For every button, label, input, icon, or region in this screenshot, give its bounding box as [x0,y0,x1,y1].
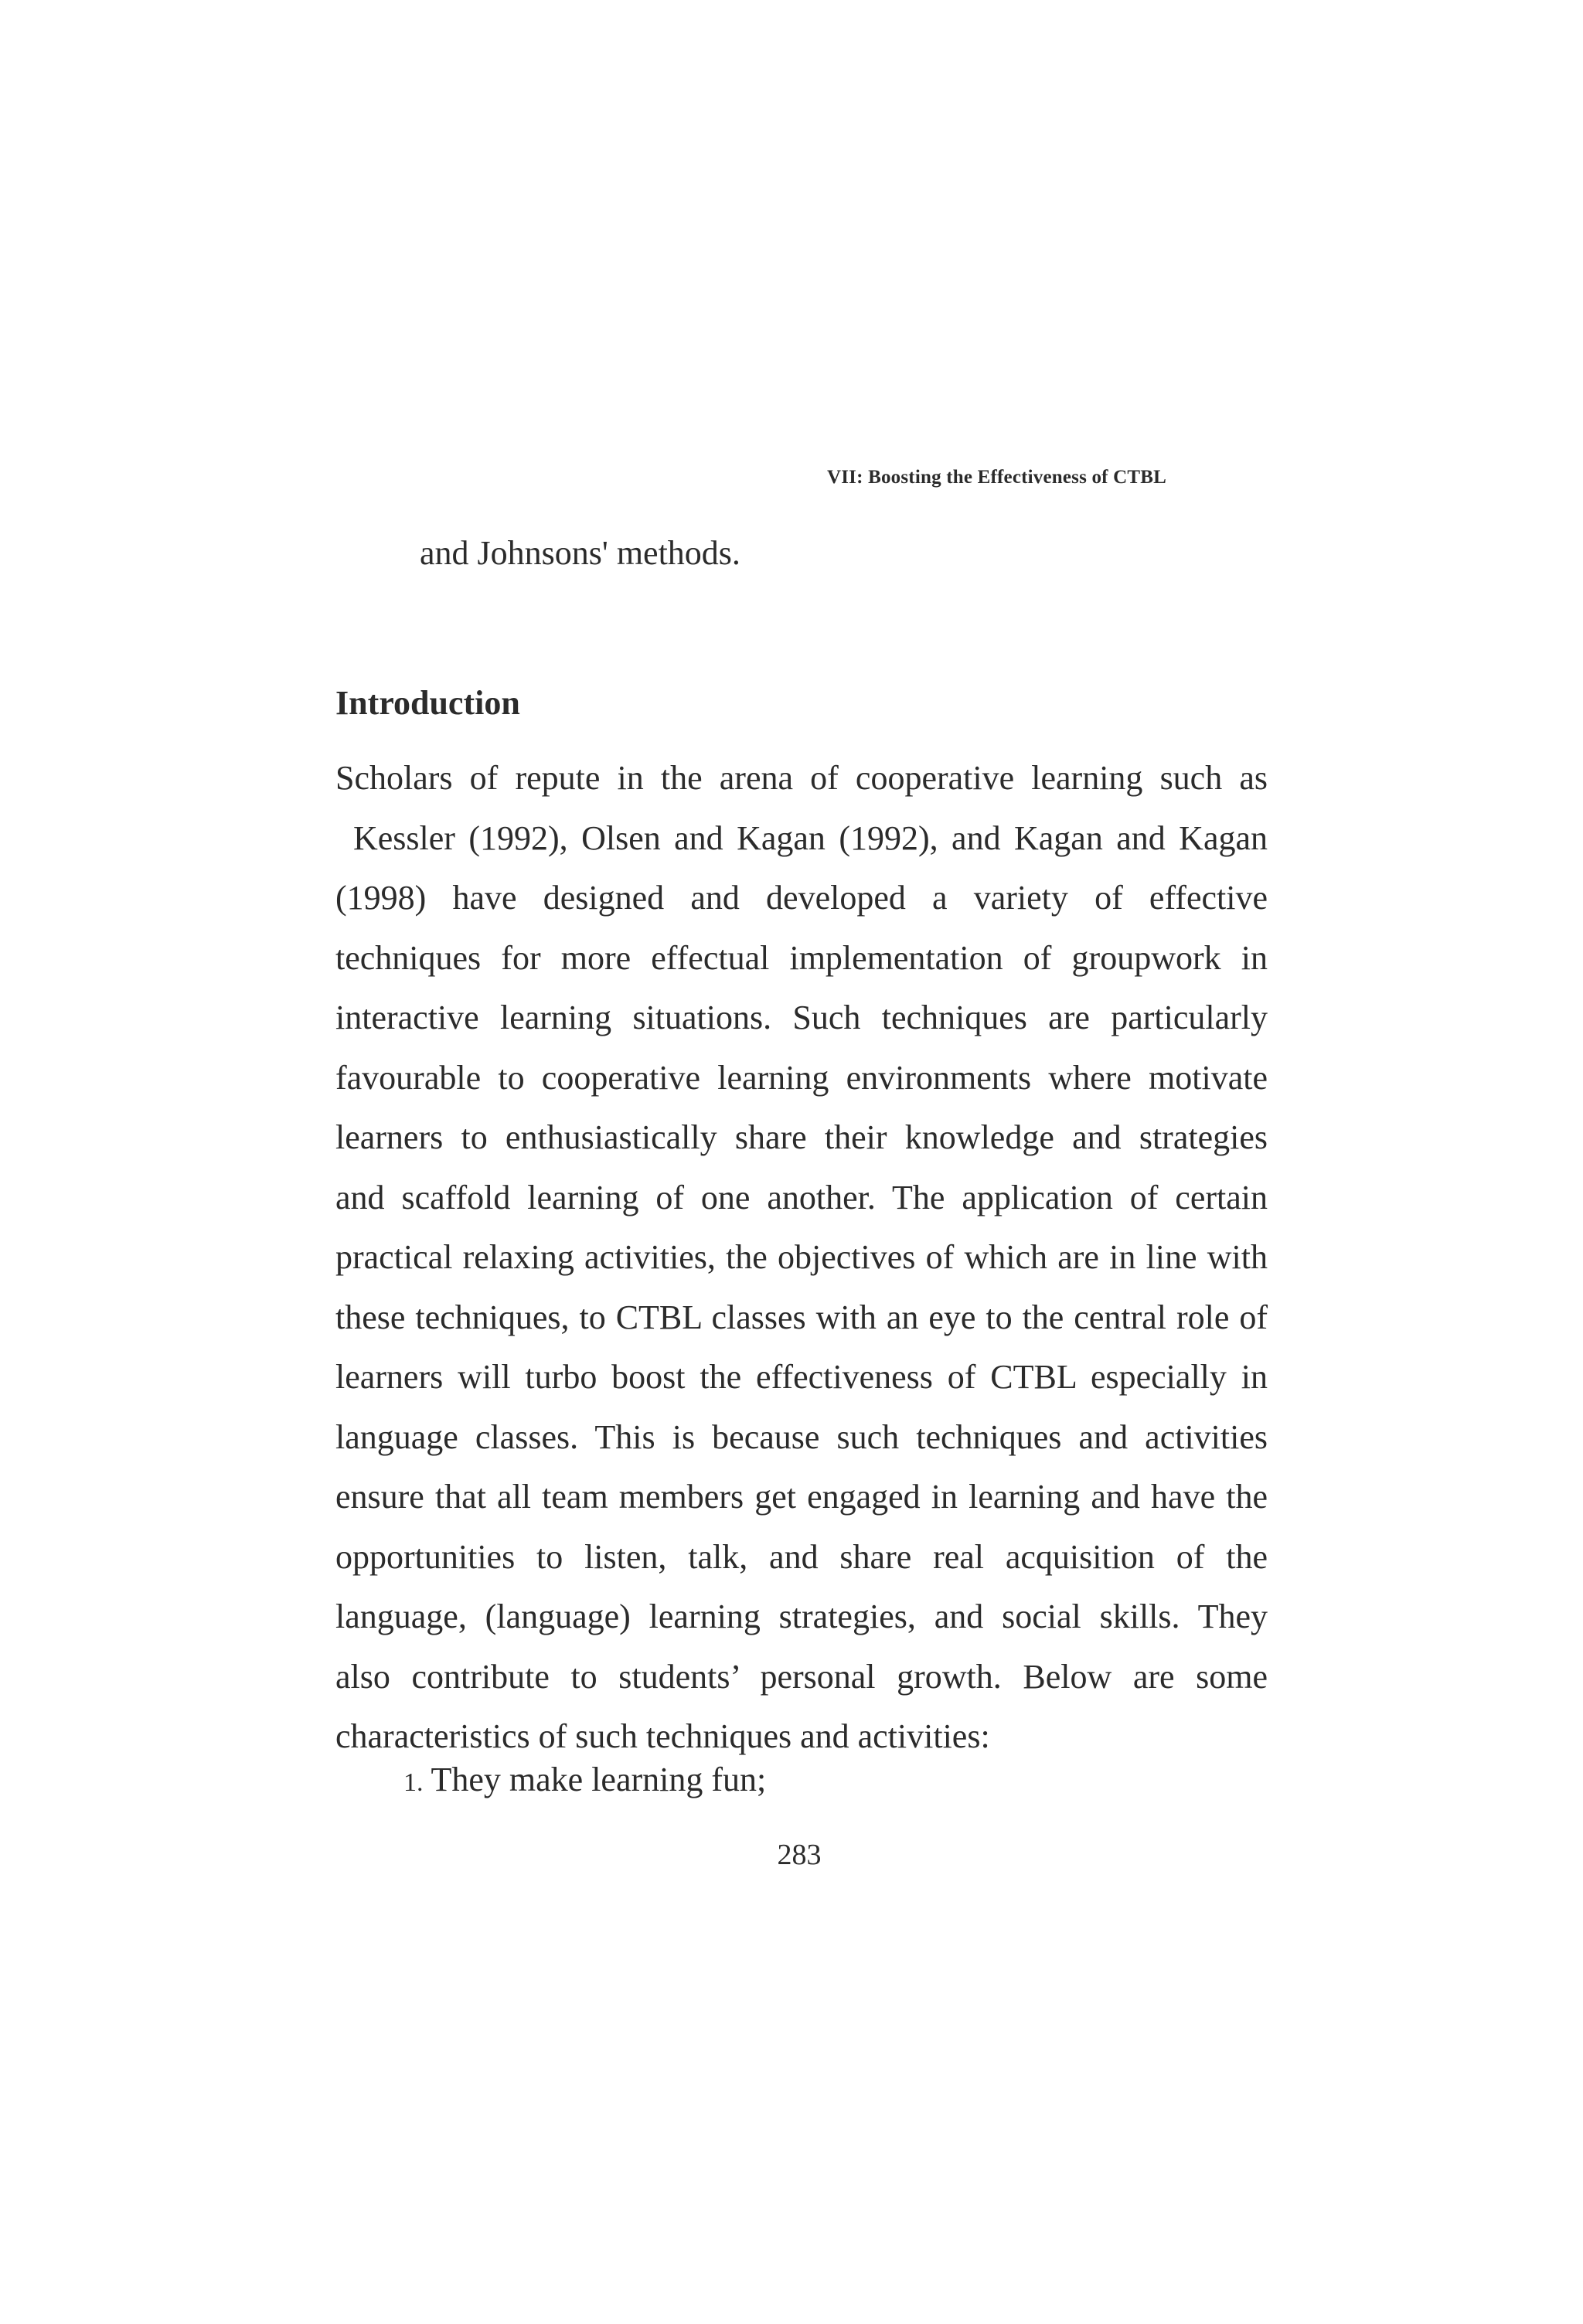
list-item-text: They make learning fun; [431,1761,767,1798]
numbered-list [403,1760,766,1799]
page-number: 283 [777,1839,822,1871]
paragraph-line: techniques for more effectual implementation of groupwork in [335,938,1268,977]
paragraph-line: interactive learning situations. Such techniques are particularly [335,999,1268,1036]
paragraph-line: Kessler (1992), Olsen and Kagan (1992), and Kagan and Kagan [353,818,1268,857]
list-item [403,1760,766,1799]
paragraph-line: opportunities to listen, talk, and share real acquisition of the [335,1537,1268,1576]
paragraph-line: these techniques, to CTBL classes with an eye to the central role of [335,1298,1268,1336]
paragraph-line: ensure that all team members get engaged in learning and have the [335,1478,1268,1516]
list-item-number: 1. [403,1768,424,1797]
paragraph-line: practical relaxing activities, the objectives of which are in line with [335,1238,1268,1276]
paragraph-line: language classes. This is because such techniques and activities [335,1417,1268,1456]
paragraph-line: (1998) have designed and developed a variety of effective [335,879,1268,917]
body-paragraph [335,748,1268,1767]
paragraph-line: learners to enthusiastically share their knowledge and strategies [335,1118,1268,1156]
paragraph-line: and scaffold learning of one another. The application of certain [335,1178,1268,1216]
paragraph-line: favourable to cooperative learning environments where motivate [335,1058,1268,1097]
paragraph-line: characteristics of such techniques and activities: [335,1717,990,1755]
section-heading: Introduction [335,684,520,722]
paragraph-line: also contribute to students’ personal growth. Below are some [335,1657,1268,1696]
continuation-text: and Johnsons' methods. [420,534,740,572]
running-header: VII: Boosting the Effectiveness of CTBL [827,467,1167,488]
paragraph-line: language, (language) learning strategies, and social skills. They [335,1598,1268,1635]
paragraph-line: Scholars of repute in the arena of cooperative learning such as [335,759,1268,797]
paragraph-line: learners will turbo boost the effectiveness of CTBL especially in [335,1358,1268,1396]
